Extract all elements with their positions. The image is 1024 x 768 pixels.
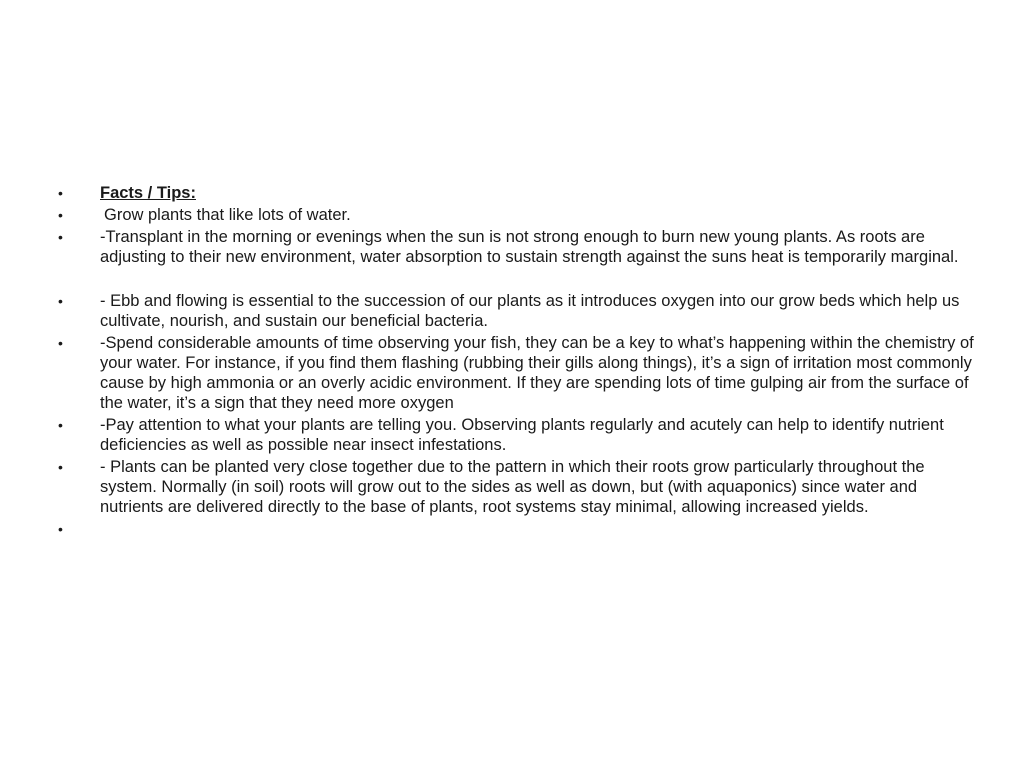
- bullet-icon: •: [58, 335, 63, 351]
- bullet-icon: •: [58, 459, 63, 475]
- bullet-icon: •: [58, 417, 63, 433]
- list-item-text: -Transplant in the morning or evenings when the sun is not strong enough to burn new young plants. As roots are adjusting to their new environment, water absorption to sustain strength against the suns heat is temporarily marginal.: [100, 228, 959, 266]
- heading-text: Facts / Tips:: [100, 184, 196, 202]
- list-item: [58, 291, 978, 331]
- list-item-text: Grow plants that like lots of water.: [104, 206, 351, 224]
- bullet-icon: •: [58, 229, 63, 245]
- list-item-text: -Spend considerable amounts of time observing your fish, they can be a key to what’s happening within the chemistry of your water. For instance, if you find them flashing (rubbing their gills along things), it’s a sign of irritation most commonly cause by high ammonia or an overly acidic environment. If they are spending lots of time gulping air from the surface of the water, it’s a sign that they need more oxygen: [100, 334, 974, 412]
- bullet-icon: •: [58, 207, 63, 223]
- list-item-text-empty: [100, 519, 978, 539]
- bullet-icon: •: [58, 185, 63, 201]
- facts-tips-list: [58, 183, 978, 541]
- list-item: [58, 205, 978, 225]
- list-item-heading: [58, 183, 978, 203]
- list-item: [58, 415, 978, 455]
- list-item: [58, 333, 978, 413]
- list-item: [58, 457, 978, 517]
- list-item-empty: [58, 519, 978, 539]
- bullet-icon: •: [58, 293, 63, 309]
- list-item-text: -Pay attention to what your plants are telling you. Observing plants regularly and acutely can help to identify nutrient deficiencies as well as possible near insect infestations.: [100, 416, 944, 454]
- list-item-text: - Ebb and flowing is essential to the succession of our plants as it introduces oxygen into our grow beds which help us cultivate, nourish, and sustain our beneficial bacteria.: [100, 292, 960, 330]
- list-item-text: - Plants can be planted very close together due to the pattern in which their roots grow particularly throughout the system. Normally (in soil) roots will grow out to the sides as well as down, but (with aquaponics) since water and nutrients are delivered directly to the base of plants, root systems stay minimal, allowing increased yields.: [100, 458, 925, 516]
- list-item: [58, 227, 978, 267]
- bullet-icon: •: [58, 521, 63, 537]
